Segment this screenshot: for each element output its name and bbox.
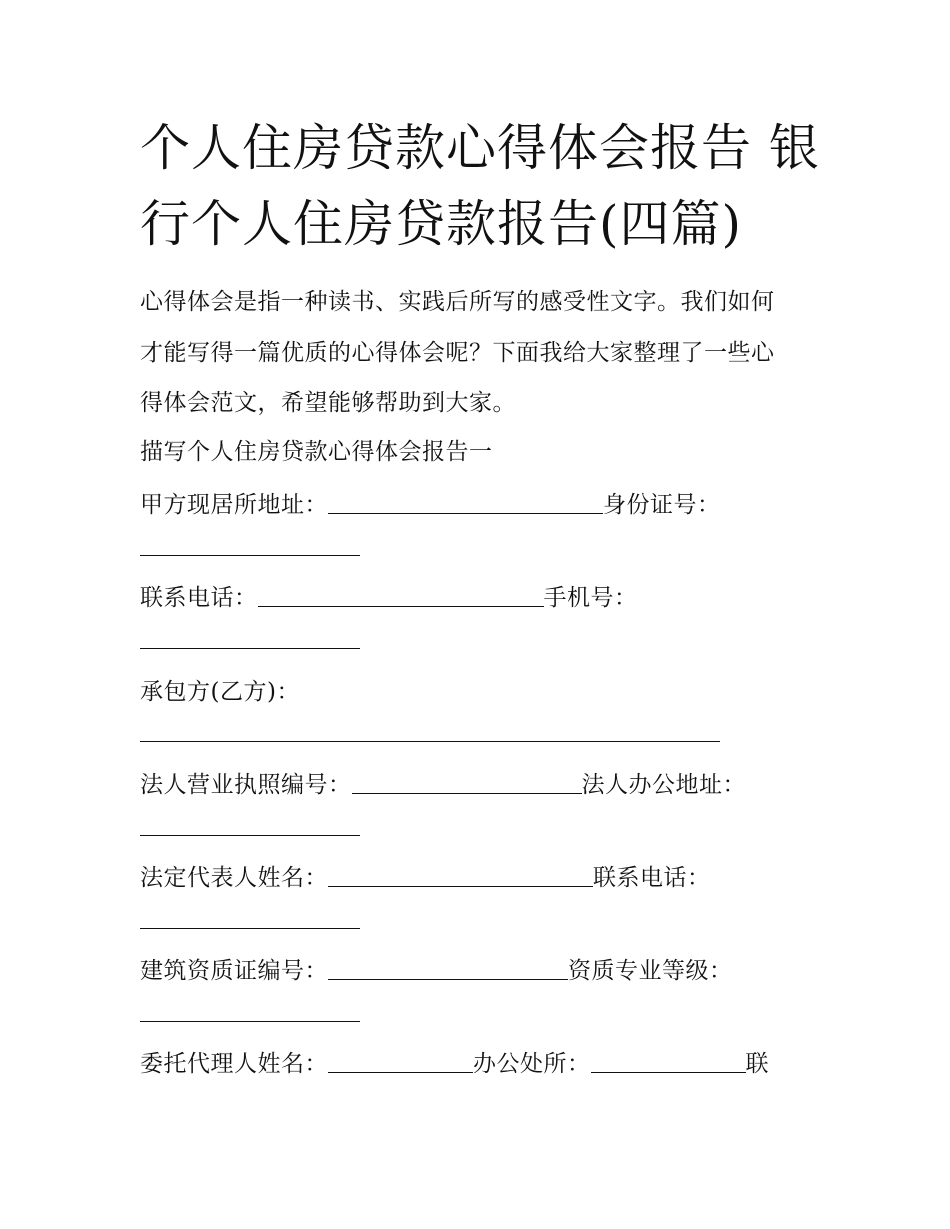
form-row-license	[140, 770, 746, 800]
form-row-id-cont	[140, 532, 360, 562]
form-row-legal-rep	[140, 863, 711, 893]
license-no-label: 法人营业执照编号：	[140, 772, 352, 798]
form-row-contractor-cont	[140, 718, 720, 748]
intro-line-3: 得体会范文，希望能够帮助到大家。	[140, 390, 516, 416]
id-number-label: 身份证号：	[603, 492, 721, 518]
form-row-agent	[140, 1049, 769, 1079]
qualification-level-blank[interactable]	[140, 999, 360, 1022]
form-row-contact	[140, 583, 638, 613]
license-no-blank[interactable]	[352, 771, 582, 794]
form-row-office-cont	[140, 812, 360, 842]
contact-phone-2-blank[interactable]	[140, 906, 360, 929]
form-row-qualification	[140, 956, 733, 986]
legal-rep-name-blank[interactable]	[328, 864, 593, 887]
mobile-label: 手机号：	[543, 585, 638, 611]
office-address-label: 法人办公地址：	[581, 772, 746, 798]
form-row-level-cont	[140, 998, 360, 1028]
form-row-mobile-cont	[140, 625, 360, 655]
qualification-level-label: 资质专业等级：	[568, 958, 733, 984]
document-title: 个人住房贷款心得体会报告 银行个人住房贷款报告(四篇)	[140, 119, 820, 253]
agent-name-label: 委托代理人姓名：	[140, 1051, 328, 1077]
contact-phone-label: 联系电话：	[140, 585, 258, 611]
contact-phone-2-label: 联系电话：	[593, 865, 711, 891]
contact-trunc-label: 联	[745, 1051, 769, 1077]
office-place-blank[interactable]	[591, 1050, 746, 1073]
intro-line-1: 心得体会是指一种读书、实践后所写的感受性文字。我们如何	[140, 289, 775, 315]
agent-name-blank[interactable]	[328, 1050, 473, 1073]
mobile-blank[interactable]	[140, 626, 360, 649]
legal-rep-name-label: 法定代表人姓名：	[140, 865, 328, 891]
contact-phone-blank[interactable]	[258, 584, 544, 607]
section-heading: 描写个人住房贷款心得体会报告一	[140, 439, 493, 465]
party-a-address-blank[interactable]	[328, 491, 603, 514]
qualification-no-label: 建筑资质证编号：	[140, 958, 328, 984]
form-row-phone2-cont	[140, 905, 360, 935]
contractor-label: 承包方(乙方)：	[140, 679, 300, 705]
intro-line-2: 才能写得一篇优质的心得体会呢？下面我给大家整理了一些心	[140, 340, 775, 366]
party-a-address-label: 甲方现居所地址：	[140, 492, 328, 518]
form-row-party-a	[140, 490, 721, 520]
qualification-no-blank[interactable]	[328, 957, 568, 980]
office-place-label: 办公处所：	[473, 1051, 591, 1077]
office-address-blank[interactable]	[140, 813, 360, 836]
contractor-blank[interactable]	[140, 719, 720, 742]
id-number-blank[interactable]	[140, 533, 360, 556]
